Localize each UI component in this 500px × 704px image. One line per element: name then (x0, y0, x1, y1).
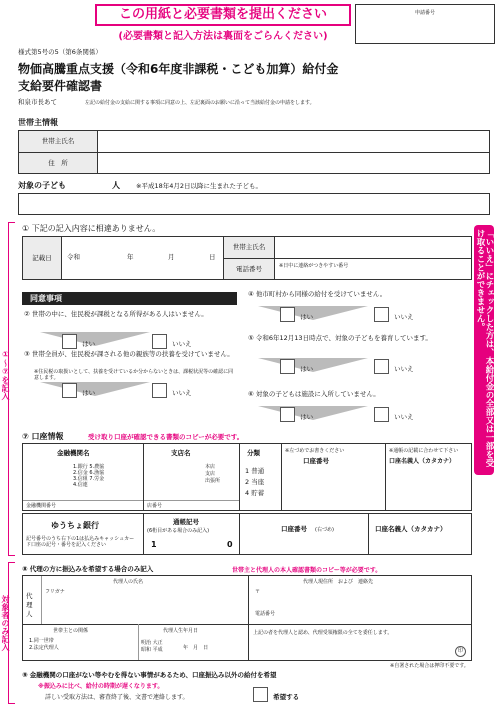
dob-label: 代理人生年月日 (163, 628, 199, 634)
q6-yes-label: はい (300, 413, 314, 421)
q5-yes-label: はい (300, 365, 314, 373)
q6-yes-checkbox[interactable] (280, 407, 295, 422)
seal-mark: 印 (455, 646, 466, 657)
tsucho-last-digit: 0 (227, 540, 233, 549)
q5-text: ⑤ 令和6年12月13日時点で、対象の子どもを養育しています。 (248, 334, 432, 342)
application-number-label: 申請番号 (414, 10, 435, 16)
children-unit: 人 (112, 181, 120, 190)
date-day-unit: 日 (209, 253, 216, 261)
yucho-holder-label: 口座名義人（カタカナ） (375, 525, 447, 533)
q6-text: ⑥ 対象の子どもは施設に入所していません。 (248, 390, 380, 398)
q2-no-label: いいえ (172, 340, 192, 348)
account-no-label: 口座番号 (303, 457, 329, 465)
branch-code-label: 店番号 (147, 503, 163, 509)
q4-no-checkbox[interactable] (374, 307, 389, 322)
kind-options[interactable]: 1 普通 2 当座 4 貯蓄 (245, 467, 265, 497)
q2-no[interactable] (152, 331, 192, 350)
head-name-label: 世帯主氏名 (224, 237, 275, 259)
section1-table (22, 236, 472, 280)
bank-name-label: 金融機関名 (57, 449, 90, 457)
section9-note2: 詳しい受取方法は、審査終了後、文書で連絡します。 (45, 694, 189, 701)
branch-types[interactable]: 本店 支店 出張所 (205, 464, 221, 484)
bank-types[interactable]: 1.銀行 5.農協 2.信金 6.漁協 3.信組 7.労金 4.信連 (73, 464, 105, 488)
q2-yes-checkbox[interactable] (62, 334, 77, 349)
top-notice-line2: (必要書類と記入方法は裏面をごらんください) (118, 31, 328, 42)
q6-no-checkbox[interactable] (374, 407, 389, 422)
title-line1: 物価高騰重点支援（令和6年度非課税・こども加算）給付金 (18, 62, 339, 76)
proxy-name-label: 代理人の氏名 (113, 579, 144, 585)
section8-warn: 世帯主と代理人の本人確認書類のコピー等が必要です。 (232, 567, 382, 574)
holder-note: ※通帳の記載に合わせて下さい (389, 448, 459, 454)
dob-eras[interactable]: 明治 大正 昭和 平成 (141, 640, 163, 653)
proxy-postal: 〒 (255, 589, 261, 595)
q5-no-checkbox[interactable] (374, 359, 389, 374)
application-number-box[interactable] (355, 4, 495, 44)
children-note: ※平成18年4月2日以降に生まれた子ども。 (136, 182, 262, 190)
q5-no-label: いいえ (394, 365, 414, 373)
proxy-consent-note: 上記の者を代理人と認め、代理受領権限の全てを委任します。 (253, 630, 393, 636)
section8-title: ⑧ 代理の方に振込みを希望する場合のみ記入 (22, 565, 154, 573)
sidebar-left-2: 対象者のみ記入 (1, 595, 10, 651)
proxy-addr-label: 代理人現住所 および 連絡先 (303, 579, 374, 585)
dob-units: 年 月 日 (183, 645, 209, 651)
proxy-footer-note: ※自署された場合は押印不要です。 (390, 663, 469, 669)
q6-no-label: いいえ (394, 413, 414, 421)
yucho-account-label: 口座番号 (281, 525, 307, 533)
q4-no-label: いいえ (394, 313, 414, 321)
q3-yes-checkbox[interactable] (62, 383, 77, 398)
account-no-note: ※左づめでお書きください (285, 448, 345, 454)
tsucho-note: (6桁目がある場合のみ記入) (147, 528, 210, 534)
q2-no-checkbox[interactable] (152, 334, 167, 349)
date-era: 令和 (67, 253, 80, 261)
proxy-table (22, 575, 472, 661)
yucho-label: ゆうちょ銀行 (51, 521, 99, 530)
bank-code-label: 金融機関番号 (26, 503, 57, 509)
proxy-label: 代理人 (26, 592, 33, 618)
q4-yes-label: はい (300, 313, 314, 321)
section7-title: ⑦ 口座情報 (22, 432, 64, 441)
date-month-unit: 月 (168, 253, 175, 261)
top-notice-line1: この用紙と必要書類を提出ください (118, 7, 327, 22)
right-warning-banner (474, 225, 494, 475)
addressee: 和泉市長あて (18, 98, 57, 106)
relation-label: 世帯主との関係 (53, 628, 89, 634)
section9-title: ⑨ 金融機関の口座がない等やむを得ない事情があるため、口座振込み以外の給付を希望 (22, 671, 277, 679)
q5-yes[interactable] (280, 356, 313, 375)
account-no-field[interactable] (283, 468, 383, 508)
head-name-field[interactable] (275, 237, 471, 259)
q3-note: ※住民税の取扱いとして、扶養を受けているか分からないときは、課税状況等の確認に同意します。 (34, 369, 234, 381)
kind-label: 分類 (247, 449, 260, 457)
q2-text: ② 世帯の中に、住民税が課税となる所得がある人はいません。 (24, 310, 208, 318)
bank-table (22, 443, 472, 511)
q5-yes-checkbox[interactable] (280, 359, 295, 374)
proxy-furigana: フリガナ (45, 589, 65, 595)
children-field[interactable] (18, 193, 490, 215)
q4-no[interactable] (374, 304, 414, 323)
section9-note1: ※振込みに比べ、給付の時期が遅くなります。 (38, 683, 164, 690)
section7-warn: 受け取り口座が確認できる書類のコピーが必要です。 (88, 433, 244, 441)
household-address-label: 住 所 (19, 153, 98, 173)
household-address-field[interactable] (98, 153, 489, 173)
yucho-note: 記号番号のうち右下の1は払込みキャッシュカード口座の記号・番号を記入ください (26, 536, 135, 548)
tsucho-label: 通帳記号 (173, 518, 199, 526)
q3-yes-label: はい (82, 389, 96, 397)
household-table (18, 130, 490, 174)
household-name-label: 世帯主氏名 (19, 131, 98, 153)
title-line2: 支給要件確認書 (18, 79, 103, 93)
tsucho-first-digit: 1 (151, 540, 157, 549)
q3-no[interactable] (152, 380, 192, 399)
phone-note: ※日中に連絡がつきやすい番号 (279, 263, 349, 269)
q3-no-checkbox[interactable] (152, 383, 167, 398)
section9-wish-label: 希望する (273, 693, 300, 701)
relation-options[interactable]: 1.同一世帯 2.法定代理人 (29, 638, 59, 651)
date-label: 記載日 (23, 237, 62, 279)
q2-yes[interactable] (62, 331, 95, 350)
branch-name-label: 支店名 (171, 449, 191, 457)
form-id: 様式第5号の5（第6条関係） (18, 48, 102, 56)
yucho-account-note: (右づめ) (315, 527, 334, 533)
household-heading: 世帯主情報 (18, 118, 58, 127)
intro-text: 左記の給付金の支給に関する事項に同意の上、左記裏面のお願いに沿って当該給付金の申請をします。 (85, 100, 315, 106)
right-warning-text: 「いいえ」にチェックした方は、本給付金の全部又は一部を受け取ることができません。 (475, 229, 494, 467)
sidebar-left-1: ①〜⑦を記入 (1, 350, 10, 400)
q5-no[interactable] (374, 356, 414, 375)
holder-field[interactable] (387, 468, 469, 508)
date-year-unit: 年 (127, 253, 134, 261)
section9-wish[interactable] (253, 684, 299, 703)
q4-yes[interactable] (280, 304, 313, 323)
q4-text: ④ 他市町村から同様の給付を受けていません。 (248, 290, 387, 298)
top-notice-box (95, 4, 351, 26)
holder-label: 口座名義人（カタカナ） (389, 458, 456, 465)
q3-text: ③ 世帯全員が、住民税が課される他の親族等の扶養を受けていません。 (24, 350, 234, 358)
q3-no-label: いいえ (172, 389, 192, 397)
proxy-phone: 電話番号 (255, 611, 276, 617)
yucho-table (22, 513, 472, 555)
children-heading: 対象の子ども (18, 181, 66, 190)
q2-yes-label: はい (82, 340, 96, 348)
q4-yes-checkbox[interactable] (280, 307, 295, 322)
section1-title: ① 下記の記入内容に相違ありません。 (22, 224, 161, 233)
q6-no[interactable] (374, 404, 414, 423)
phone-label: 電話番号 (224, 259, 275, 279)
consent-header: 同意事項 (22, 292, 237, 305)
q3-yes[interactable] (62, 380, 95, 399)
section9-wish-checkbox[interactable] (253, 687, 268, 702)
q6-yes[interactable] (280, 404, 313, 423)
household-name-field[interactable] (98, 131, 489, 153)
